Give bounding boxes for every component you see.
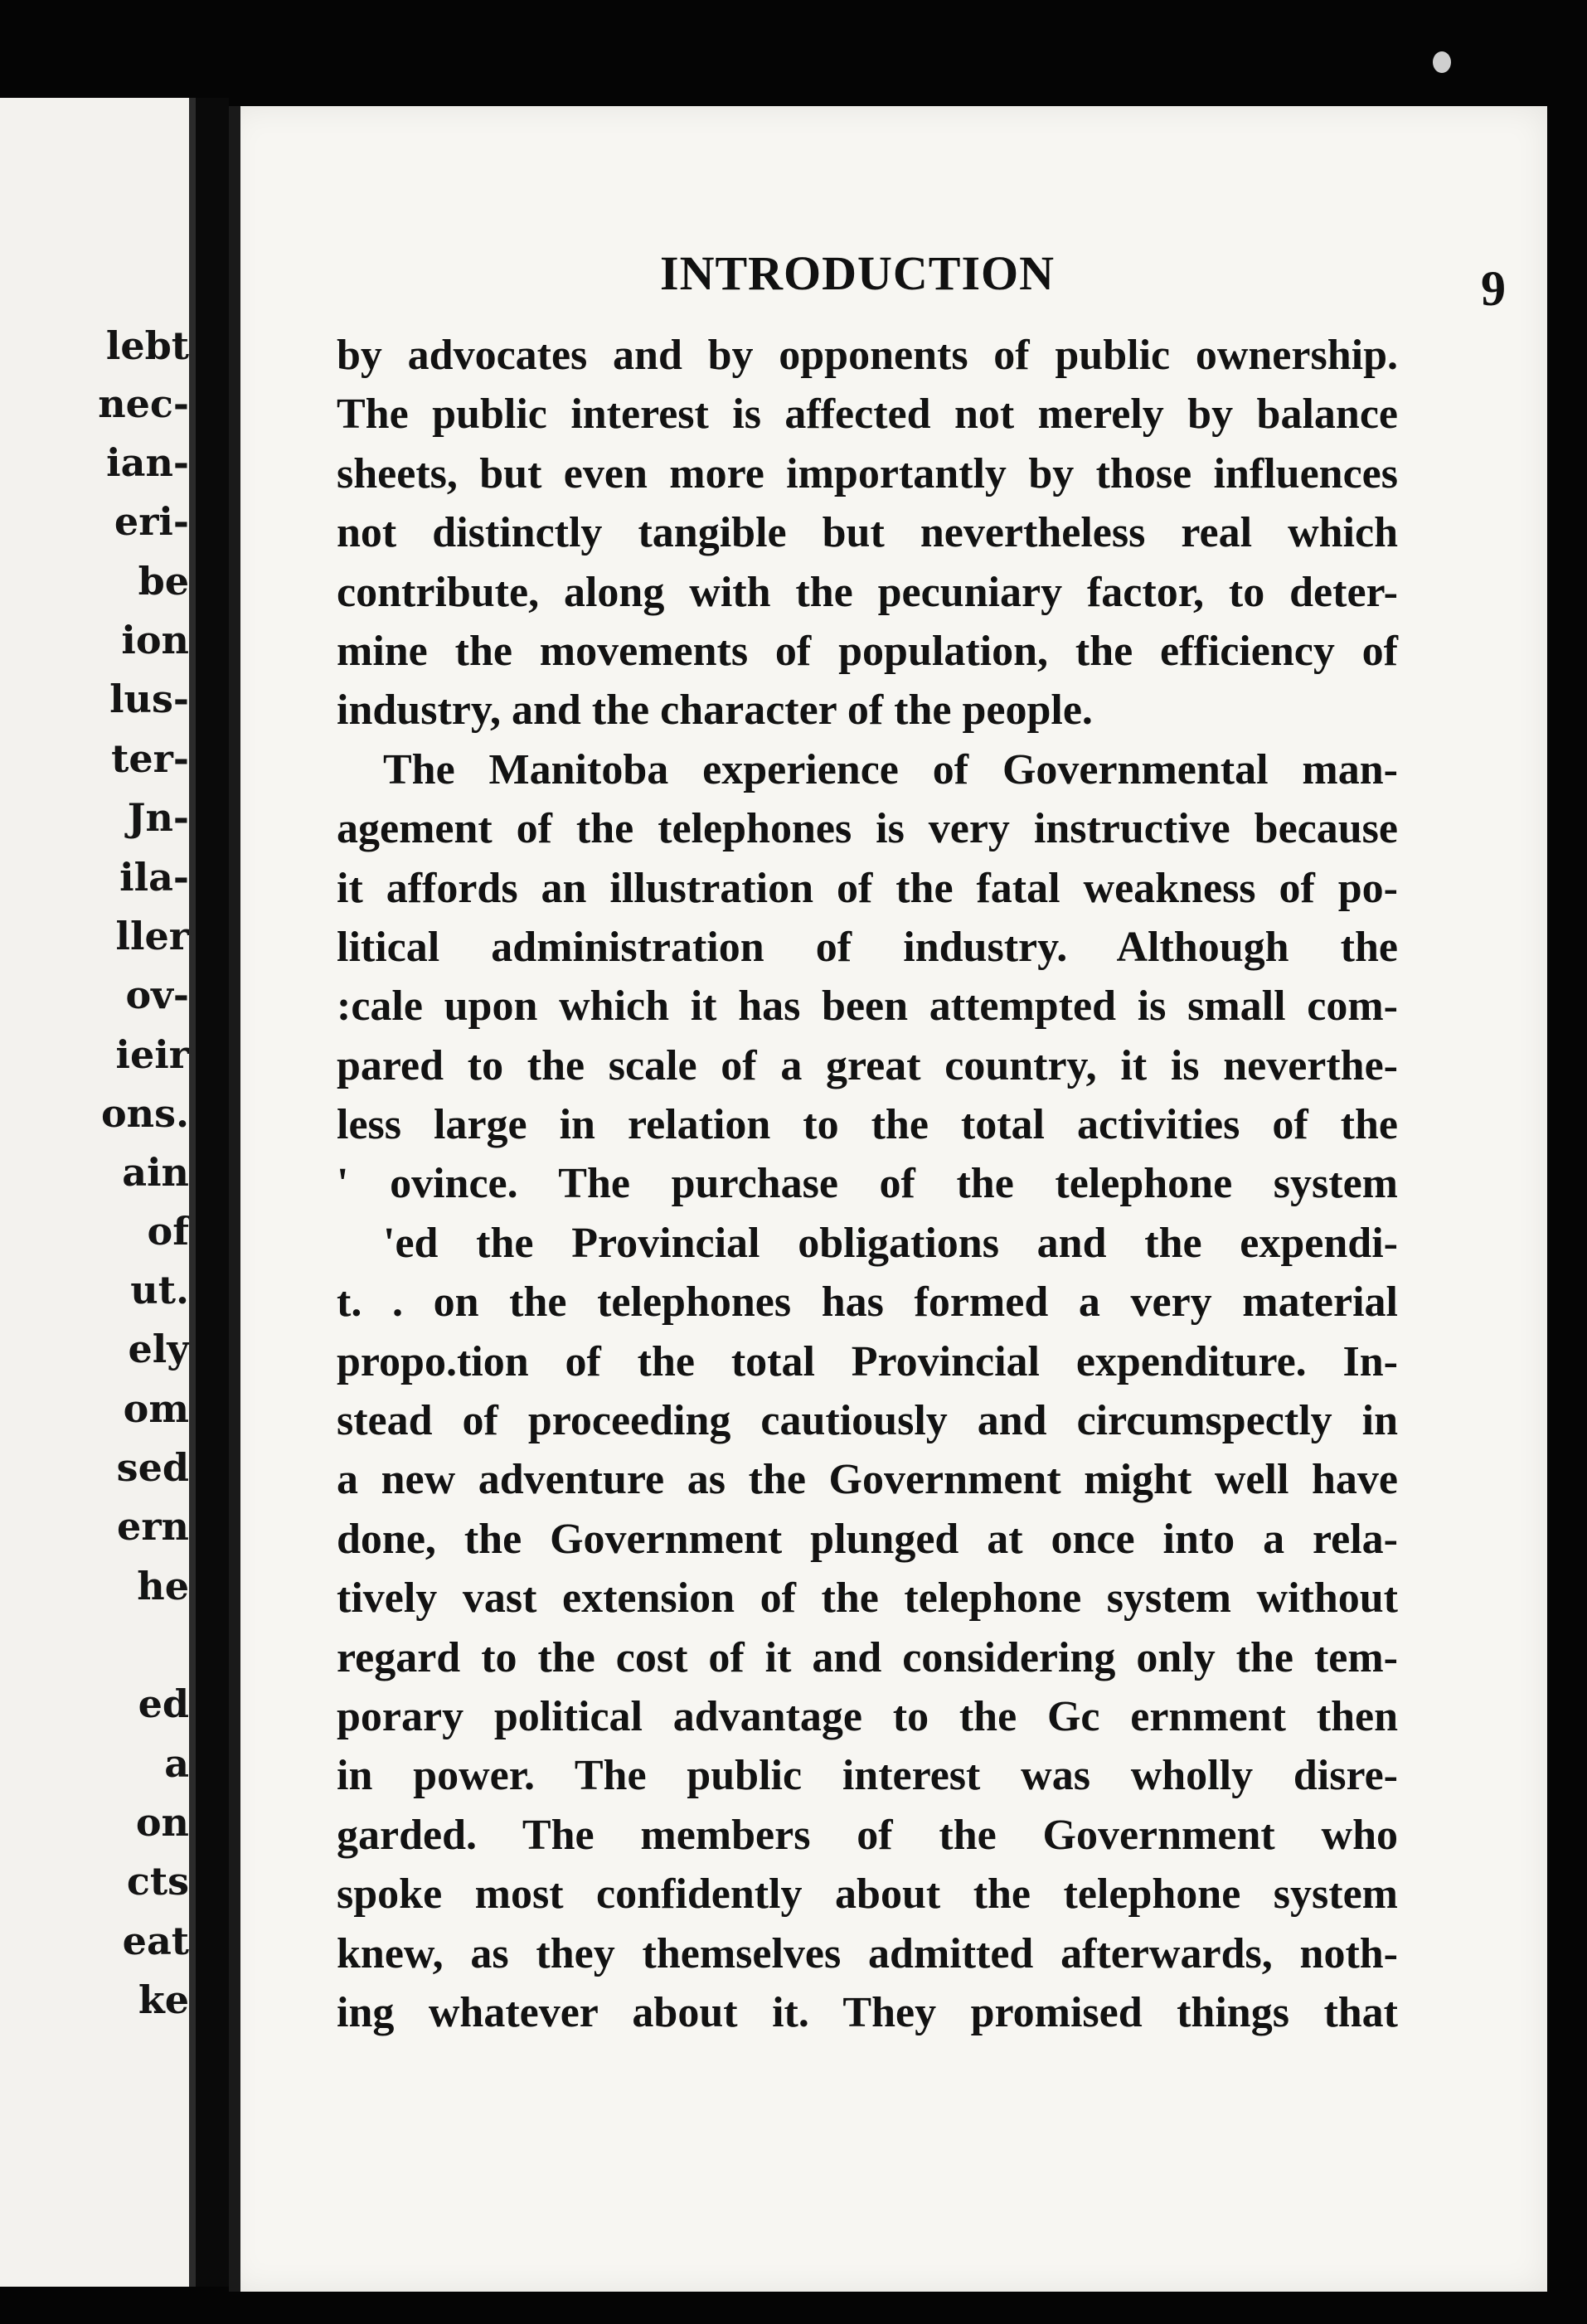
- left-margin-fragment: sed: [116, 1445, 189, 1490]
- left-margin-fragment: ter-: [111, 736, 189, 781]
- left-margin-fragment: lus-: [109, 677, 189, 721]
- left-margin-fragment: ila-: [119, 855, 189, 900]
- left-page-edge: [189, 98, 196, 2287]
- text-line: :cale upon which it has been attempted is small com-: [337, 982, 1398, 1031]
- text-line: tively vast extension of the telephone system without: [337, 1574, 1398, 1623]
- text-line: spoke most confidently about the telephone system: [337, 1870, 1398, 1919]
- left-margin-fragment: ieir: [115, 1032, 189, 1077]
- running-title: INTRODUCTION: [660, 246, 1056, 300]
- text-line: mine the movements of population, the efficiency of: [337, 627, 1398, 675]
- text-line: contribute, along with the pecuniary factor, to deter-: [337, 568, 1398, 616]
- text-line: The Manitoba experience of Governmental man-: [383, 745, 1398, 793]
- previous-page-fragment: [0, 98, 196, 2287]
- left-margin-fragment: ed: [138, 1681, 189, 1726]
- text-line: The public interest is affected not merely by balance: [337, 391, 1398, 439]
- text-line: less large in relation to the total activities of the: [337, 1101, 1398, 1149]
- left-margin-fragment: lebt: [105, 323, 189, 368]
- text-line: pared to the scale of a great country, it is neverthe-: [337, 1041, 1398, 1089]
- left-margin-fragment: Jn-: [127, 795, 189, 840]
- body-text: [337, 326, 1398, 2042]
- text-line: not distinctly tangible but nevertheless real which: [337, 509, 1398, 557]
- left-margin-fragment: a: [164, 1741, 189, 1786]
- text-line: in power. The public interest was wholly disre-: [337, 1752, 1398, 1800]
- book-gutter: [196, 98, 229, 2287]
- left-margin-fragment: ke: [138, 1977, 189, 2022]
- left-margin-fragment: ion: [121, 618, 189, 662]
- left-margin-fragment: on: [135, 1800, 189, 1845]
- text-line: a new adventure as the Government might well have: [337, 1456, 1398, 1504]
- text-line: 'ed the Provincial obligations and the expendi-: [383, 1219, 1398, 1267]
- text-line: agement of the telephones is very instructive because: [337, 805, 1398, 853]
- text-line: knew, as they themselves admitted afterwards, noth-: [337, 1929, 1398, 1977]
- paragraph-1: [337, 326, 1398, 740]
- scan-speck: [1433, 51, 1451, 73]
- text-line: done, the Government plunged at once into a rela-: [337, 1515, 1398, 1563]
- page-number: 9: [1481, 261, 1506, 316]
- text-line: garded. The members of the Government who: [337, 1811, 1398, 1859]
- left-margin-fragment: ut.: [130, 1268, 189, 1312]
- left-margin-fragment: be: [138, 559, 189, 604]
- text-line: litical administration of industry. Although the: [337, 923, 1398, 971]
- text-line: propo.tion of the total Provincial expenditure. In-: [337, 1337, 1398, 1385]
- left-margin-fragment: ov-: [125, 973, 189, 1017]
- text-line: sheets, but even more importantly by those influences: [337, 449, 1398, 497]
- left-margin-fragment: ain: [122, 1150, 189, 1195]
- left-margin-fragment: nec-: [98, 381, 189, 426]
- left-margin-fragment: eat: [122, 1919, 189, 1963]
- text-line: ing whatever about it. They promised things that: [337, 1988, 1398, 2036]
- running-head: [428, 245, 1506, 316]
- left-margin-fragment: ern: [117, 1504, 189, 1549]
- left-margin-fragment: of: [147, 1209, 189, 1254]
- text-line: t. . on the telephones has formed a very material: [337, 1278, 1398, 1327]
- text-line: by advocates and by opponents of public ownership.: [337, 332, 1398, 379]
- left-margin-fragment: ely: [128, 1327, 189, 1371]
- left-margin-fragment: om: [123, 1386, 189, 1431]
- text-line: porary political advantage to the Gc ernment then: [337, 1692, 1398, 1740]
- left-margin-fragment: he: [137, 1564, 189, 1608]
- left-margin-fragment: ons.: [100, 1091, 189, 1136]
- text-line: stead of proceeding cautiously and circumspectly in: [337, 1397, 1398, 1445]
- left-margin-fragment: ian-: [106, 440, 189, 485]
- page-9: [229, 106, 1547, 2292]
- left-margin-fragment: eri-: [114, 499, 189, 544]
- page-spine-edge: [229, 106, 240, 2292]
- left-margin-fragment: ller: [115, 914, 189, 958]
- text-line: industry, and the character of the people.: [337, 687, 1093, 735]
- text-line: it affords an illustration of the fatal weakness of po-: [337, 864, 1398, 912]
- paragraph-2: [337, 740, 1398, 2043]
- text-line: regard to the cost of it and considering only the tem-: [337, 1633, 1398, 1681]
- text-line: ' ovince. The purchase of the telephone system: [337, 1160, 1398, 1208]
- left-margin-fragment: cts: [126, 1859, 189, 1904]
